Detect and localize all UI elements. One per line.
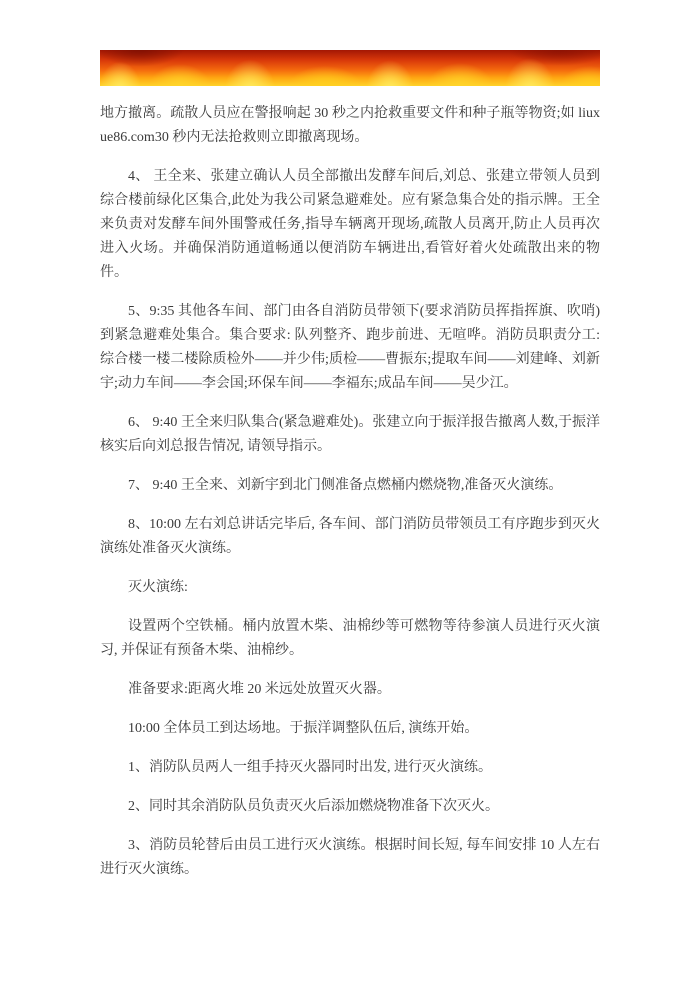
paragraph-drill-item-2: 2、同时其余消防队员负责灭火后添加燃烧物准备下次灭火。 bbox=[128, 799, 499, 814]
paragraph-step-7: 7、 9:40 王全来、刘新宇到北门侧准备点燃桶内燃烧物,准备灭火演练。 bbox=[128, 478, 563, 493]
flame-banner-image bbox=[100, 50, 600, 86]
paragraph-drill-setup: 设置两个空铁桶。桶内放置木柴、油棉纱等可燃物等待参演人员进行灭火演习, 并保证有预备木柴、油棉纱。 bbox=[100, 619, 600, 658]
paragraph-evacuation-continued: 地方撤离。疏散人员应在警报响起 30 秒之内抢救重要文件和种子瓶等物资;如 liuxue86.com30 秒内无法抢救则立即撤离现场。 bbox=[100, 106, 600, 145]
paragraph-drill-item-3: 3、消防员轮替后由员工进行灭火演练。根据时间长短, 每车间安排 10 人左右进行灭火演练。 bbox=[100, 838, 600, 877]
paragraph-drill-start: 10:00 全体员工到达场地。于振洋调整队伍后, 演练开始。 bbox=[128, 721, 479, 736]
document-body bbox=[100, 102, 600, 882]
paragraph-drill-heading: 灭火演练: bbox=[128, 580, 188, 595]
paragraph-drill-requirement: 准备要求:距离火堆 20 米远处放置灭火器。 bbox=[128, 682, 391, 697]
paragraph-step-6: 6、 9:40 王全来归队集合(紧急避难处)。张建立向于振洋报告撤离人数,于振洋核实后向刘总报告情况, 请领导指示。 bbox=[100, 415, 600, 454]
paragraph-drill-item-1: 1、消防队员两人一组手持灭火器同时出发, 进行灭火演练。 bbox=[128, 760, 492, 775]
paragraph-step-8: 8、10:00 左右刘总讲话完毕后, 各车间、部门消防员带领员工有序跑步到灭火演练处准备灭火演练。 bbox=[100, 517, 600, 556]
paragraph-step-4: 4、 王全来、张建立确认人员全部撤出发酵车间后,刘总、张建立带领人员到综合楼前绿化区集合,此处为我公司紧急避难处。应有紧急集合处的指示牌。王全来负责对发酵车间外围警戒任务,指导车辆离开现场,疏散人员离开,防止人员再次进入火场。并确保消防通道畅通以便消防车辆进出,看管好着火处疏散出来的物件。 bbox=[100, 169, 600, 280]
paragraph-step-5: 5、9:35 其他各车间、部门由各自消防员带领下(要求消防员挥指挥旗、吹哨)到紧急避难处集合。集合要求: 队列整齐、跑步前进、无喧哗。消防员职责分工:综合楼一楼二楼除质检外——并少伟;质检——曹振东;提取车间——刘建峰、刘新宇;动力车间——李会国;环保车间——李福东;成品车间——吴少江。 bbox=[100, 304, 600, 391]
